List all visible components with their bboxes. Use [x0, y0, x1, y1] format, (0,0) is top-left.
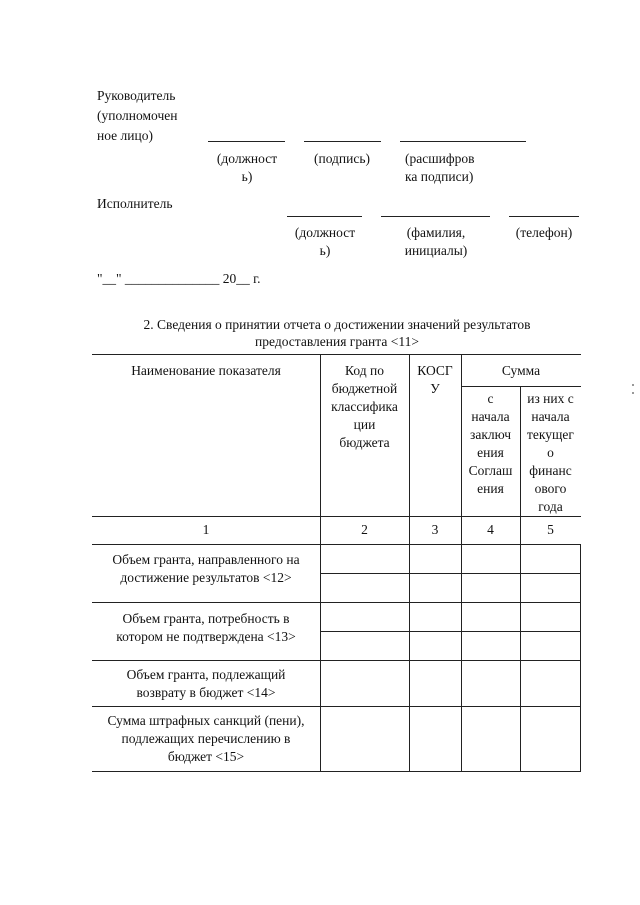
executor-position-caption: (должност ь): [294, 225, 356, 258]
executor-label: Исполнитель: [97, 196, 173, 211]
column-number: 3: [431, 522, 439, 537]
table-rule: [92, 660, 581, 661]
scan-mark: [632, 384, 634, 386]
manager-signature-caption: (подпись): [313, 151, 371, 166]
table-rule: [92, 544, 581, 545]
table-border-right: [580, 544, 581, 771]
column-number: 1: [202, 522, 210, 537]
executor-phone-caption: (телефон): [515, 225, 573, 240]
table-rule: [92, 516, 581, 517]
header-since-start: с начала заключ ения Соглаш ения: [468, 391, 513, 496]
table-border-bottom: [92, 771, 581, 772]
manager-label-line: ное лицо): [97, 128, 153, 143]
table-row-label: Сумма штрафных санкций (пени), подлежащих перечислению в бюджет <15>: [107, 713, 305, 764]
manager-decoding-caption: (расшифров ка подписи): [405, 151, 475, 184]
header-kosgu: КОСГ У: [417, 363, 453, 396]
table-row-label: Объем гранта, подлежащий возврату в бюджет <14>: [126, 667, 286, 700]
table-row-label: Объем гранта, направленного на достижение результатов <12>: [112, 552, 300, 585]
table-rule: [320, 573, 581, 574]
table-rule: [92, 706, 581, 707]
manager-label-line: Руководитель: [97, 88, 176, 103]
header-current-year: из них с начала текущег о финанс ового года: [527, 391, 574, 514]
manager-label-line: (уполномочен: [97, 108, 178, 123]
table-col-rule: [409, 354, 410, 771]
section-title: 2. Сведения о принятии отчета о достижении значений результатов предоставления гранта <11>: [143, 317, 531, 349]
header-name: Наименование показателя: [131, 363, 281, 378]
executor-name-caption: (фамилия, инициалы): [404, 225, 468, 258]
table-rule: [461, 386, 581, 387]
table-rule: [320, 631, 581, 632]
column-number: 4: [487, 522, 494, 537]
table-rule: [92, 602, 581, 603]
manager-position-caption: (должност ь): [216, 151, 278, 184]
header-sum: Сумма: [501, 363, 541, 378]
column-number: 5: [547, 522, 554, 537]
scan-mark: [632, 392, 634, 394]
column-number: 2: [361, 522, 368, 537]
table-border-top: [92, 354, 581, 355]
table-row-label: Объем гранта, потребность в котором не подтверждена <13>: [116, 611, 296, 644]
date-line: "__" ______________ 20__ г.: [97, 271, 261, 286]
header-code: Код по бюджетной классифика ции бюджета: [331, 363, 398, 450]
